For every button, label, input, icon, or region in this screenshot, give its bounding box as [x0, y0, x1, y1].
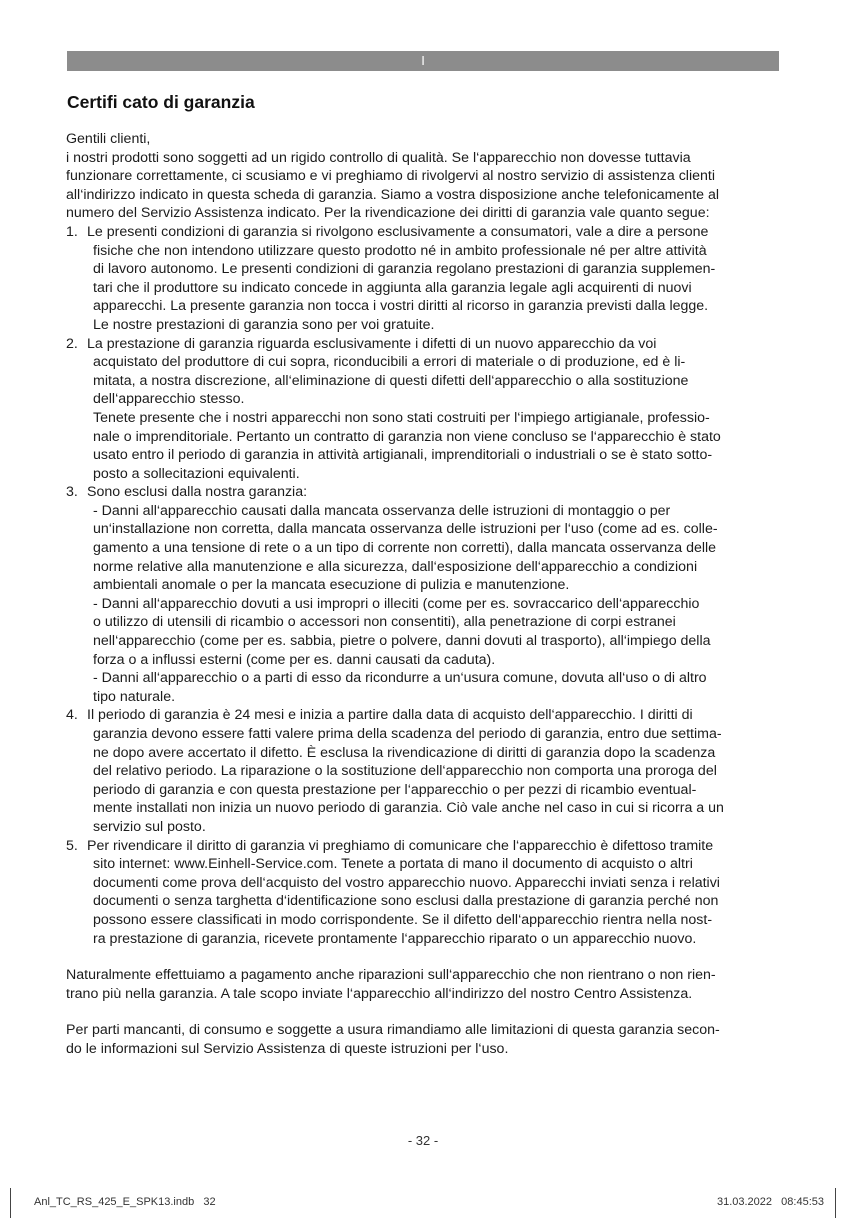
text-line: - Danni all‘apparecchio causati dalla mancata osservanza delle istruzioni di montaggio o per	[93, 502, 671, 519]
footer-datetime: 31.03.2022 08:45:53	[716, 1196, 824, 1208]
crop-mark-right	[835, 1188, 836, 1218]
list-item-1	[66, 223, 782, 335]
text-line: sito internet: www.Einhell-Service.com. Tenete a portata di mano il documento di acquisto o altri	[93, 856, 693, 873]
text-line: tipo naturale.	[93, 688, 176, 705]
text-line: Per parti mancanti, di consumo e soggette a usura rimandiamo alle limitazioni di questa garanzia secon-	[66, 1022, 720, 1039]
text-line: periodo di garanzia e con questa prestazione per l‘apparecchio o per pezzi di ricambio eventual-	[93, 781, 697, 798]
text-line: Le nostre prestazioni di garanzia sono per voi gratuite.	[93, 316, 435, 333]
text-line: mitata, a nostra discrezione, all‘eliminazione di questi difetti dell‘apparecchio o alla sostituzione	[93, 372, 689, 389]
text-line: tari che il produttore su indicato concede in aggiunta alla garanzia legale agli acquirenti di nuovi	[93, 279, 692, 296]
document-body	[66, 130, 782, 1059]
text-line: dell‘apparecchio stesso.	[93, 391, 245, 408]
text-line: Per rivendicare il diritto di garanzia vi preghiamo di comunicare che l‘apparecchio è difettoso tramite	[87, 837, 714, 854]
list-number: 3.	[66, 484, 78, 501]
text-line: - Danni all‘apparecchio dovuti a usi impropri o illeciti (come per es. sovraccarico dell‘apparecchio	[93, 595, 700, 612]
paragraph-spacer	[66, 1003, 782, 1021]
list-item-4	[66, 706, 782, 836]
text-line: numero del Servizio Assistenza indicato. Per la rivendicazione dei diritti di garanzia vale quanto segue:	[66, 205, 710, 222]
text-line: garanzia devono essere fatti valere prima della scadenza del periodo di garanzia, entro due settima-	[93, 726, 722, 742]
intro-paragraph	[66, 149, 782, 223]
list-item-2	[66, 335, 782, 484]
list-item-5	[66, 837, 782, 949]
text-line: gamento a una tensione di rete o a un tipo di corrente non corretti), dalla mancata osservanza delle	[93, 540, 717, 557]
text-line: posto a sollecitazioni equivalenti.	[93, 465, 300, 482]
language-header-bar	[67, 51, 779, 71]
text-line: un‘installazione non corretta, dalla mancata osservanza delle istruzioni per l‘uso (come ad es. colle-	[93, 521, 718, 538]
text-line: possono essere classificati in modo corrispondente. Se il difetto dell‘apparecchio rientra nella nost-	[93, 911, 713, 928]
text-line: nell‘apparecchio (come per es. sabbia, pietre o polvere, danni dovuti al trasporto), all‘impiego della	[93, 633, 711, 650]
list-number: 5.	[66, 837, 78, 854]
text-line: apparecchi. La presente garanzia non tocca i vostri diritti al ricorso in garanzia previsti dalla legge.	[93, 298, 709, 315]
list-number: 1.	[66, 223, 78, 240]
text-line: del relativo periodo. La riparazione o la sostituzione dell‘apparecchio non comporta una proroga del	[93, 763, 717, 780]
text-line: ra prestazione di garanzia, ricevete prontamente l‘apparecchio riparato o un apparecchio nuovo.	[93, 930, 697, 947]
text-line: Tenete presente che i nostri apparecchi non sono stati costruiti per l‘impiego artigianale, professio-	[93, 409, 710, 426]
list-number: 4.	[66, 707, 78, 724]
text-line: o utilizzo di utensili di ricambio o accessori non consentiti), alla penetrazione di corpi estranei	[93, 614, 676, 631]
text-line: i nostri prodotti sono soggetti ad un rigido controllo di qualità. Se l‘apparecchio non dovesse tuttavia	[66, 149, 691, 166]
crop-mark-left	[10, 1188, 11, 1218]
text-line: do le informazioni sul Servizio Assistenza di queste istruzioni per l‘uso.	[66, 1040, 509, 1057]
page-number: - 32 -	[407, 1133, 439, 1148]
text-line: di lavoro autonomo. Le presenti condizioni di garanzia regolano prestazioni di garanzia supplemen-	[93, 261, 716, 278]
text-line: servizio sul posto.	[93, 818, 206, 835]
text-line: norme relative alla manutenzione e alla sicurezza, dall‘esposizione dell‘apparecchio a condizioni	[93, 558, 698, 575]
text-line: nale o imprenditoriale. Pertanto un contratto di garanzia non viene concluso se l‘apparecchio è stato	[93, 428, 721, 445]
language-marker: I	[421, 53, 425, 68]
text-line: Sono esclusi dalla nostra garanzia:	[87, 484, 308, 501]
text-line: usato entro il periodo di garanzia in attività artigianali, imprenditoriali o industriali o se è stato sotto-	[93, 447, 713, 464]
text-line: - Danni all‘apparecchio o a parti di esso da ricondurre a un‘usura comune, dovuta all‘uso o di altro	[93, 670, 707, 687]
footer-filename: Anl_TC_RS_425_E_SPK13.indb 32	[34, 1196, 216, 1208]
text-line: documenti come prova dell‘acquisto del vostro apparecchio nuovo. Apparecchi inviati senza i relativi	[93, 874, 720, 891]
text-line: forza o a influssi esterni (come per es. danni causati da caduta).	[93, 651, 496, 668]
list-number: 2.	[66, 335, 78, 352]
text-line: mente installati non inizia un nuovo periodo di garanzia. Ciò vale anche nel caso in cui si ricorra a un	[93, 800, 724, 817]
text-line: acquistato del produttore di cui sopra, riconducibili a errori di materiale o di produzione, ed è li-	[93, 354, 686, 371]
list-item-3	[66, 483, 782, 706]
text-line: fisiche che non intendono utilizzare questo prodotto né in ambito professionale né per altre attività	[93, 242, 707, 259]
text-line: ne dopo avere accertato il difetto. È esclusa la rivendicazione di diritti di garanzia dopo la scadenza	[93, 744, 716, 761]
paragraph-spacer	[66, 948, 782, 966]
greeting: Gentili clienti,	[66, 131, 151, 147]
text-line: Il periodo di garanzia è 24 mesi e inizia a partire dalla data di acquisto dell‘apparecchio. I diritti di	[87, 707, 693, 724]
text-line: trano più nella garanzia. A tale scopo inviate l‘apparecchio all‘indirizzo del nostro Centro Assistenza.	[66, 985, 693, 1002]
text-line: Naturalmente effettuiamo a pagamento anche riparazioni sull‘apparecchio che non rientrano o non rien-	[66, 967, 716, 984]
text-line: Le presenti condizioni di garanzia si rivolgono esclusivamente a consumatori, vale a dire a persone	[87, 223, 709, 240]
page-title: Certifi cato di garanzia	[67, 92, 255, 112]
text-line: La prestazione di garanzia riguarda esclusivamente i difetti di un nuovo apparecchio da voi	[87, 335, 657, 352]
text-line: all‘indirizzo indicato in questa scheda di garanzia. Siamo a vostra disposizione anche telefonicamente al	[66, 186, 720, 203]
text-line: documenti o senza targhetta d‘identificazione sono esclusi dalla prestazione di garanzia perché non	[93, 893, 719, 910]
text-line: ambientali anomale o per la mancata esecuzione di pulizia e manutenzione.	[93, 577, 570, 594]
repairs-paragraph	[66, 966, 782, 1003]
parts-paragraph	[66, 1021, 782, 1058]
text-line: funzionare correttamente, ci scusiamo e vi preghiamo di rivolgervi al nostro servizio di assistenza clienti	[66, 168, 715, 185]
